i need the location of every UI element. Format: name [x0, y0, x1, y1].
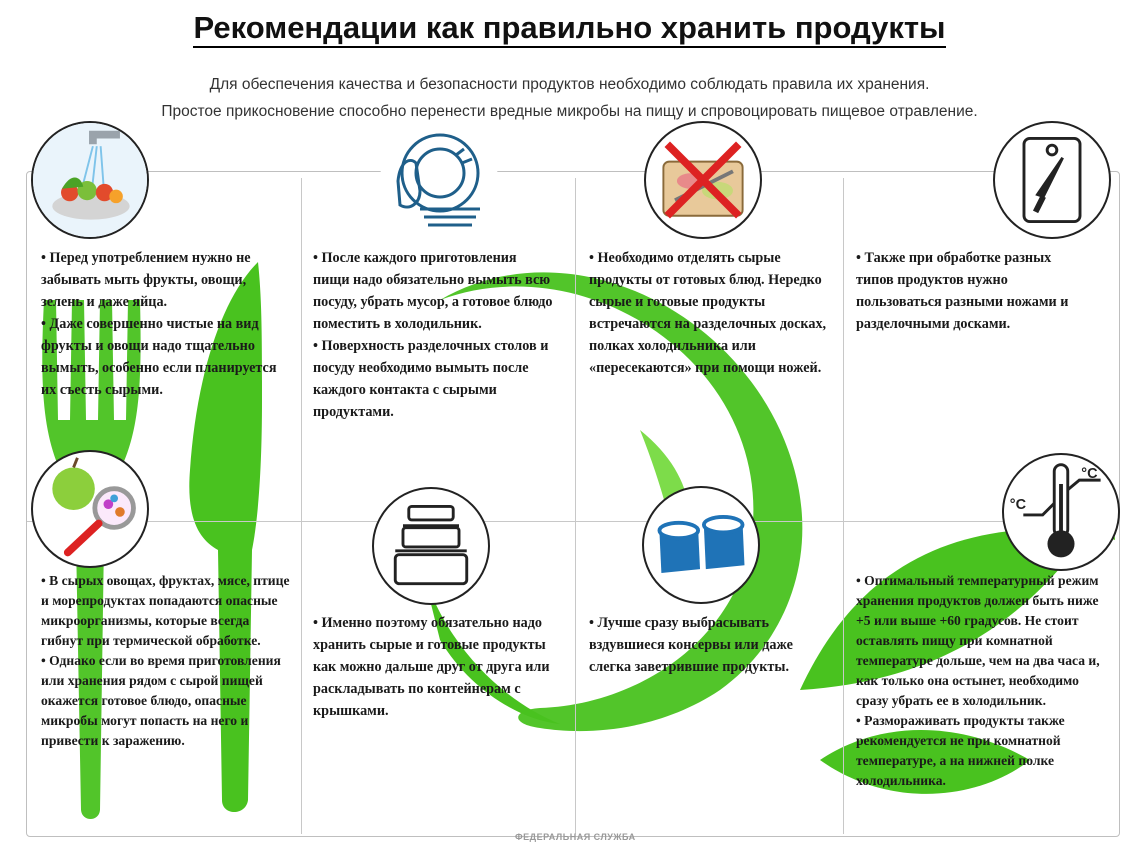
grid-divider: [27, 521, 1117, 522]
tip-bullet: • Перед употреблением нужно не забывать мыть фрукты, овощи, зелень и даже яйца.: [41, 250, 251, 310]
tip-bullet: • Именно поэтому обязательно надо хранить сырые и готовые продукты как можно дальше друг от друга или раскладывать по контейнерам с крышками.: [313, 615, 550, 719]
tip-cell-separate-raw: [589, 247, 833, 379]
tip-cell-temperature: [856, 571, 1106, 791]
washing-vegetables-icon: [31, 121, 149, 239]
tip-bullet: • После каждого приготовления пищи надо обязательно вымыть всю посуду, убрать мусор, а готовое блюдо поместить в холодильник.: [313, 250, 553, 332]
tip-bullet: • Однако если во время приготовления или хранения рядом с сырой пищей окажется готовое блюдо, опасные микробы могут попасть на него и привести к заражению.: [41, 653, 281, 748]
thermometer-icon: [1002, 453, 1120, 571]
knife-board-icon: [993, 121, 1111, 239]
tip-bullet: • Необходимо отделять сырые продукты от готовых блюд. Нередко сырые и готовые продукты встречаются на разделочных досках, полках холодильника или «пересекаются» при помощи ножей.: [589, 250, 827, 376]
grid-divider: [843, 178, 844, 834]
tip-bullet: • В сырых овощах, фруктах, мясе, птице и морепродуктах попадаются опасные микроорганизмы, которые всегда гибнут при термической обработке.: [41, 573, 290, 648]
subtitle-line-2: Простое прикосновение способно перенести вредные микробы на пищу и спровоцировать пищевое отравление.: [161, 103, 978, 120]
tip-bullet: • Размораживать продукты также рекомендуется не при комнатной температуре, а на нижней полке холодильника.: [856, 713, 1065, 788]
tip-cell-wash-produce: [41, 247, 291, 401]
stacked-containers-icon: [372, 487, 490, 605]
tip-bullet: • Поверхность разделочных столов и посуду необходимо вымыть после каждого контакта с сырыми продуктами.: [313, 338, 549, 420]
tip-cell-containers: [313, 612, 563, 722]
apple-germs-magnifier-icon: [31, 450, 149, 568]
grid-divider: [301, 178, 302, 834]
tip-cell-different-knives: [856, 247, 1078, 335]
tip-cell-discard-cans: [589, 612, 829, 678]
thermometer-label-low: °C: [1009, 497, 1027, 514]
grid-divider: [575, 178, 576, 834]
tip-cell-raw-microbes: [41, 571, 291, 751]
footer-watermark: ФЕДЕРАЛЬНАЯ СЛУЖБА: [515, 832, 636, 842]
thermometer-label-high: °C: [1081, 466, 1098, 483]
tip-bullet: • Даже совершенно чистые на вид фрукты и овощи надо тщательно вымыть, особенно если планируется их съесть сырыми.: [41, 316, 277, 398]
page-title: Рекомендации как правильно хранить продукты: [0, 10, 1139, 46]
tip-bullet: • Оптимальный температурный режим хранения продуктов должен быть ниже +5 или выше +60 градусов. Не стоит оставлять пищу при комнатной температуре дольше, чем на два часа и, как только она остынет, необходимо сразу убрать ее в холодильник.: [856, 573, 1100, 708]
subtitle-line-1: Для обеспечения качества и безопасности продуктов необходимо соблюдать правила их хранения.: [209, 76, 930, 93]
tip-cell-wash-dishes: [313, 247, 553, 423]
swollen-cans-icon: [642, 486, 760, 604]
washing-dishes-icon: [380, 121, 498, 239]
tip-bullet: • Также при обработке разных типов продуктов нужно пользоваться разными ножами и разделочными досками.: [856, 250, 1069, 332]
tip-bullet: • Лучше сразу выбрасывать вздувшиеся консервы или даже слегка заветрившие продукты.: [589, 615, 793, 675]
crossed-cutting-board-icon: [644, 121, 762, 239]
